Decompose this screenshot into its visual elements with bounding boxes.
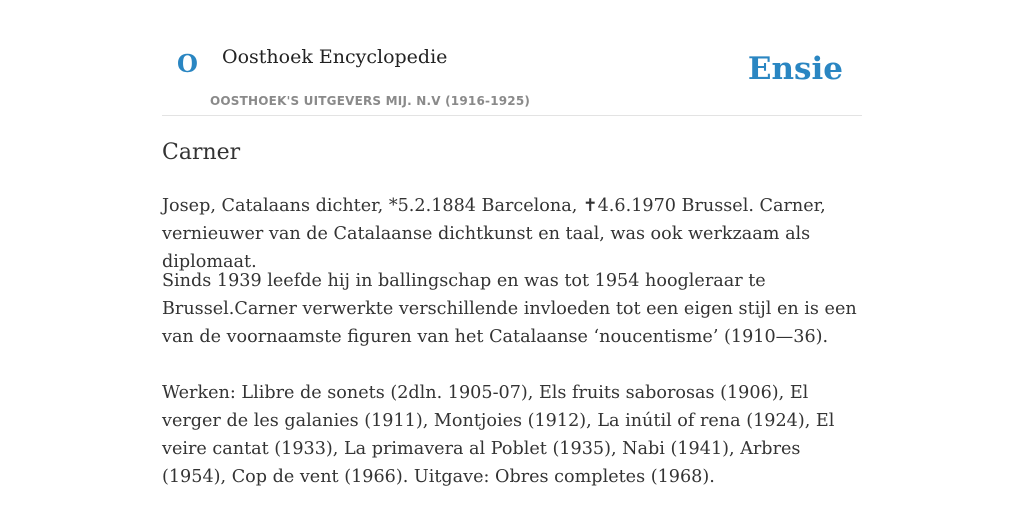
entry-title: Carner xyxy=(162,140,241,165)
ensie-logo-link[interactable]: Ensie xyxy=(747,51,843,87)
entry-paragraph: Josep, Catalaans dichter, *5.2.1884 Barcelona, ✝4.6.1970 Brussel. Carner, vernieuwer van de Catalaanse dichtkunst en taal, was ook werkzaam als diplomaat. xyxy=(162,196,826,272)
page xyxy=(162,0,862,487)
entry-paragraph: Sinds 1939 leefde hij in ballingschap en was tot 1954 hoogleraar te Brussel.Carner verwerkte verschillende invloeden tot een eigen stijl en is een van de voornaamste figuren van het Catalaanse ‘noucentisme’ (1910—36). xyxy=(162,271,857,347)
source-publisher: OOSTHOEK'S UITGEVERS MIJ. N.V (1916-1925) xyxy=(210,94,531,108)
source-letter-badge[interactable]: O xyxy=(177,49,198,78)
source-header xyxy=(162,0,862,116)
source-title[interactable]: Oosthoek Encyclopedie xyxy=(222,46,448,68)
entry-works-paragraph: Werken: Llibre de sonets (2dln. 1905-07), Els fruits saborosas (1906), El verger de les galanies (1911), Montjoies (1912), La inútil of rena (1924), El veire cantat (1933), La primavera al Poblet (1935), Nabi (1941), Arbres (1954), Cop de vent (1966). Uitgave: Obres completes (1968). xyxy=(162,383,835,487)
